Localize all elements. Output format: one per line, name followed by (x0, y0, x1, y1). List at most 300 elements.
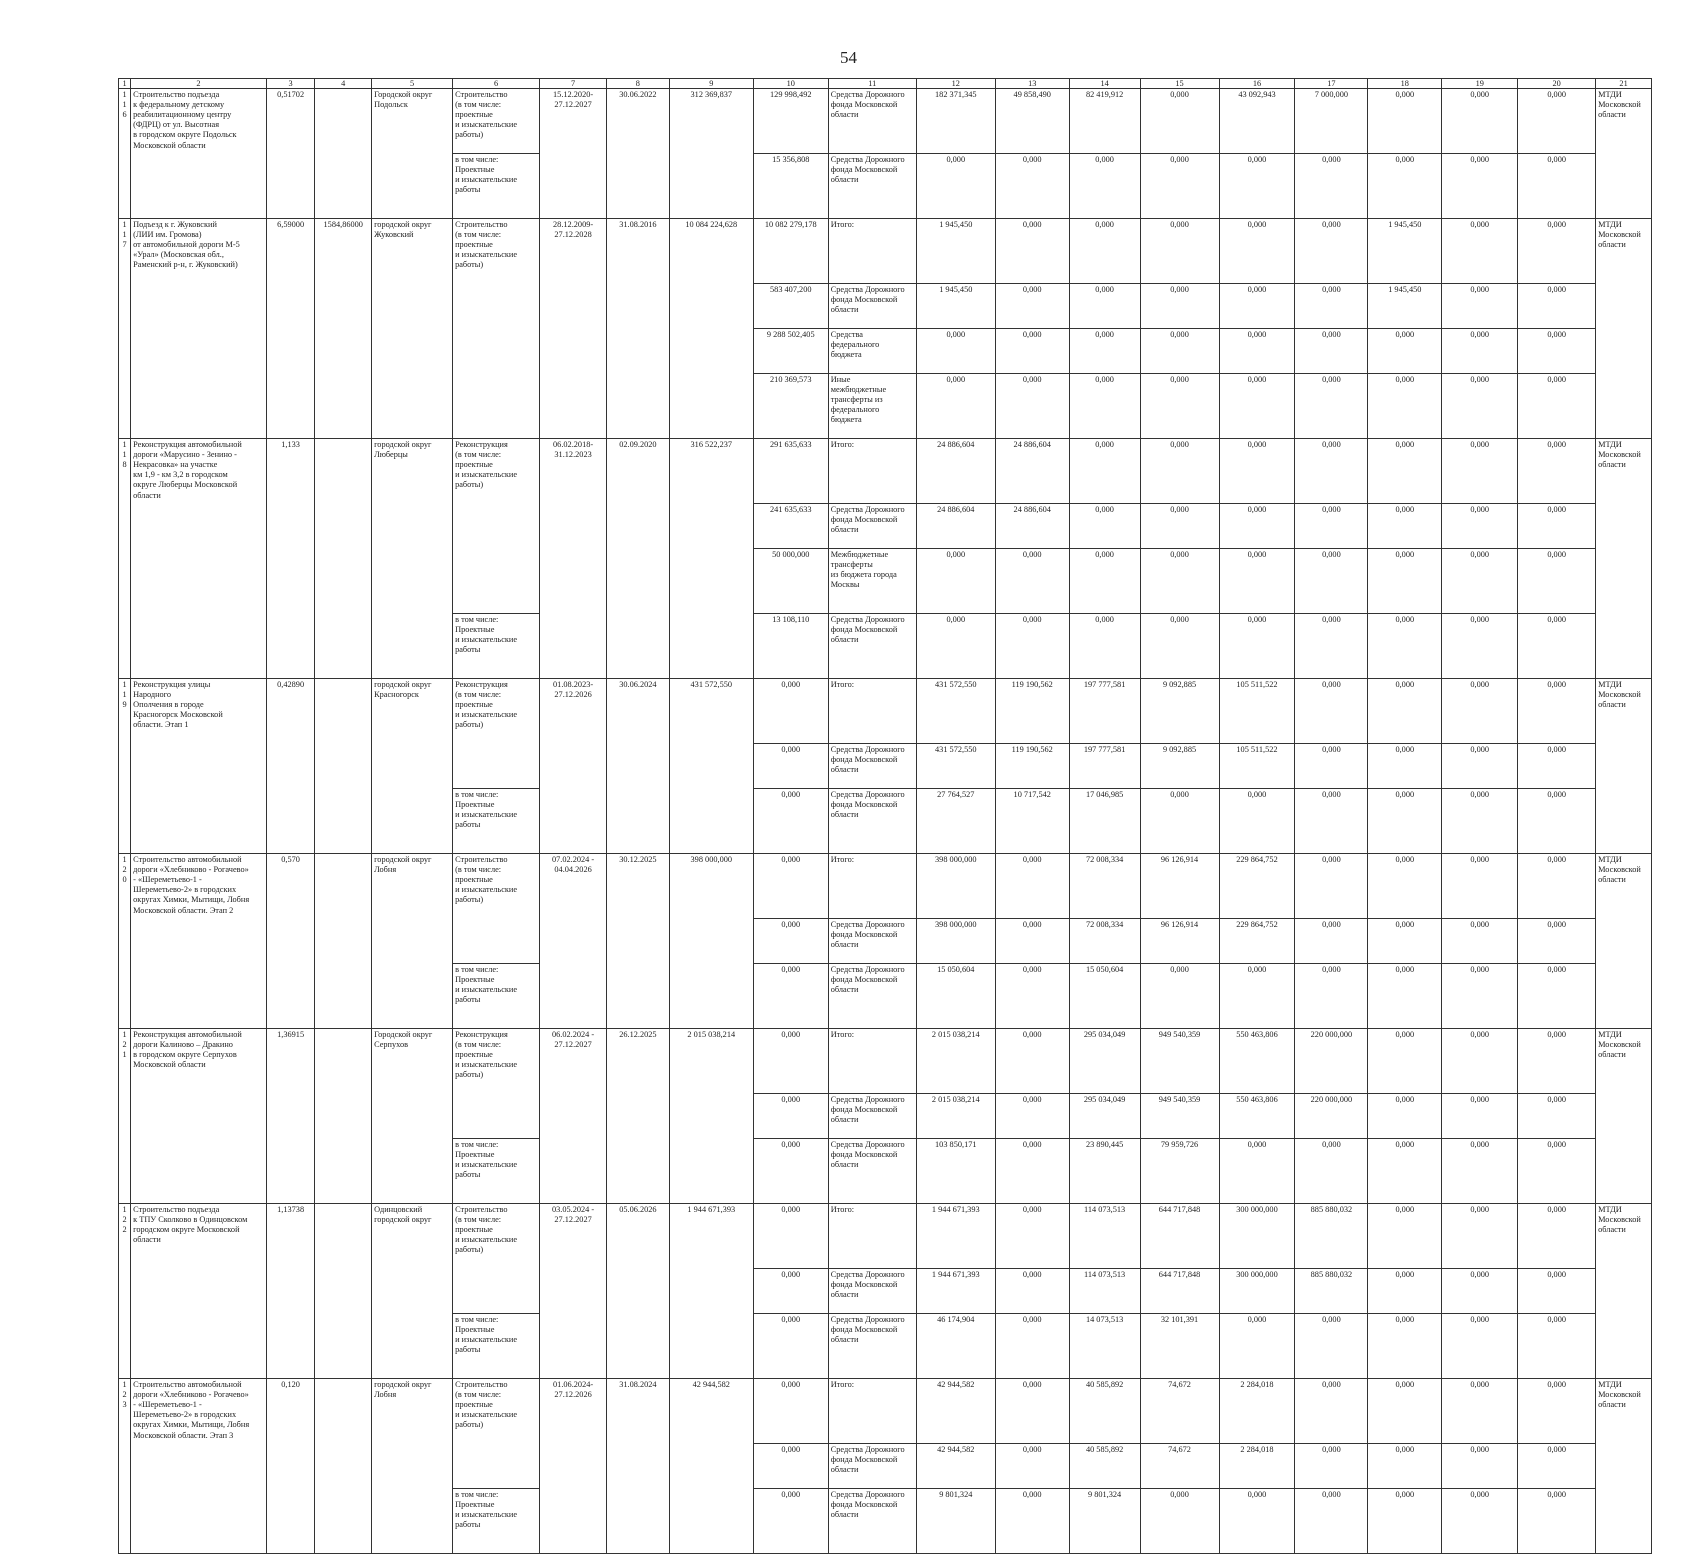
project-col4 (315, 1204, 372, 1379)
funding-value: 0,000 (1368, 154, 1442, 219)
customer: МТДИ Московской области (1596, 89, 1652, 219)
project-cost: 42 944,582 (669, 1379, 753, 1554)
funding-value: 14 073,513 (1069, 1314, 1140, 1379)
funding-value: 0,000 (1368, 1314, 1442, 1379)
funding-value: 0,000 (1518, 614, 1596, 679)
funding-value: 103 850,171 (916, 1139, 995, 1204)
funding-source: Средства Дорожного фонда Московской области (828, 89, 916, 154)
funding-value: 114 073,513 (1069, 1269, 1140, 1314)
funding-value: 0,000 (995, 154, 1069, 219)
funding-value: 72 008,334 (1069, 854, 1140, 919)
funding-value: 1 944 671,393 (916, 1204, 995, 1269)
column-number-header: 15 (1140, 79, 1219, 89)
funding-value: 119 190,562 (995, 744, 1069, 789)
financed-amount: 291 635,633 (753, 439, 828, 504)
work-type: в том числе: Проектные и изыскательские работы (453, 789, 540, 854)
project-completion-date: 02.09.2020 (607, 439, 670, 679)
funding-source: Итого: (828, 219, 916, 284)
funding-value: 0,000 (1219, 374, 1295, 439)
funding-value: 0,000 (1140, 439, 1219, 504)
financed-amount: 0,000 (753, 1314, 828, 1379)
funding-value: 0,000 (1368, 504, 1442, 549)
funding-value: 431 572,550 (916, 679, 995, 744)
funding-value: 0,000 (1442, 1139, 1518, 1204)
customer: МТДИ Московской области (1596, 1204, 1652, 1379)
funding-value: 0,000 (995, 964, 1069, 1029)
funding-value: 229 864,752 (1219, 919, 1295, 964)
funding-value: 46 174,904 (916, 1314, 995, 1379)
funding-value: 0,000 (995, 614, 1069, 679)
funding-value: 0,000 (995, 1269, 1069, 1314)
project-name: Строительство автомобильной дороги «Хлебниково - Рогачево» - «Шереметьево-1 - Шереметьево-2» в городских округах Химки, Мытищи, Лобня Московской области. Этап 3 (131, 1379, 267, 1554)
funding-value: 0,000 (1069, 504, 1140, 549)
funding-value: 24 886,604 (916, 439, 995, 504)
work-type: Реконструкция (в том числе: проектные и изыскательские работы) (453, 679, 540, 789)
project-cost: 10 084 224,628 (669, 219, 753, 439)
funding-value: 0,000 (1140, 614, 1219, 679)
project-period: 07.02.2024 - 04.04.2026 (540, 854, 607, 1029)
work-type: в том числе: Проектные и изыскательские работы (453, 1314, 540, 1379)
funding-value: 0,000 (1219, 219, 1295, 284)
funding-value: 0,000 (1140, 284, 1219, 329)
funding-value: 0,000 (1442, 964, 1518, 1029)
work-type: в том числе: Проектные и изыскательские работы (453, 964, 540, 1029)
funding-value: 0,000 (1368, 1204, 1442, 1269)
project-cost: 2 015 038,214 (669, 1029, 753, 1204)
work-type: Строительство (в том числе: проектные и изыскательские работы) (453, 219, 540, 439)
project-name: Строительство подъезда к ТПУ Сколково в Одинцовском городском округе Московской области (131, 1204, 267, 1379)
funding-value: 0,000 (995, 374, 1069, 439)
funding-value: 0,000 (1069, 549, 1140, 614)
customer: МТДИ Московской области (1596, 439, 1652, 679)
project-number: 121 (119, 1029, 131, 1204)
work-type: Строительство (в том числе: проектные и изыскательские работы) (453, 1379, 540, 1489)
funding-value: 949 540,359 (1140, 1029, 1219, 1094)
funding-value: 0,000 (1219, 789, 1295, 854)
project-col4 (315, 854, 372, 1029)
funding-value: 105 511,522 (1219, 679, 1295, 744)
project-period: 06.02.2018- 31.12.2023 (540, 439, 607, 679)
funding-value: 0,000 (1368, 679, 1442, 744)
funding-value: 0,000 (916, 374, 995, 439)
funding-value: 1 945,450 (916, 219, 995, 284)
table-row (119, 1204, 1652, 1269)
funding-value: 0,000 (1368, 1094, 1442, 1139)
funding-value: 9 801,324 (1069, 1489, 1140, 1554)
funding-value: 0,000 (995, 919, 1069, 964)
column-number-header: 1 (119, 79, 131, 89)
financed-amount: 0,000 (753, 1489, 828, 1554)
work-type: Реконструкция (в том числе: проектные и изыскательские работы) (453, 439, 540, 614)
funding-value: 17 046,985 (1069, 789, 1140, 854)
funding-value: 0,000 (1069, 154, 1140, 219)
funding-source: Итого: (828, 854, 916, 919)
project-cost: 431 572,550 (669, 679, 753, 854)
column-number-header: 14 (1069, 79, 1140, 89)
funding-value: 24 886,604 (995, 504, 1069, 549)
funding-value: 0,000 (1518, 744, 1596, 789)
funding-value: 0,000 (1442, 89, 1518, 154)
funding-value: 0,000 (1219, 1314, 1295, 1379)
funding-source: Средства Дорожного фонда Московской области (828, 504, 916, 549)
financed-amount: 9 288 502,405 (753, 329, 828, 374)
funding-source: Средства Дорожного фонда Московской области (828, 284, 916, 329)
project-completion-date: 30.06.2024 (607, 679, 670, 854)
funding-value: 0,000 (995, 1379, 1069, 1444)
funding-value: 0,000 (1518, 89, 1596, 154)
funding-value: 885 880,032 (1295, 1269, 1368, 1314)
funding-value: 0,000 (1069, 284, 1140, 329)
funding-value: 295 034,049 (1069, 1029, 1140, 1094)
funding-value: 0,000 (1518, 1204, 1596, 1269)
funding-value: 0,000 (1368, 549, 1442, 614)
funding-value: 0,000 (1295, 284, 1368, 329)
funding-value: 0,000 (1219, 1489, 1295, 1554)
project-name: Строительство подъезда к федеральному детскому реабилитационному центру (ФДРЦ) от ул. Высотная в городском округе Подольск Московской области (131, 89, 267, 219)
funding-value: 0,000 (1295, 1139, 1368, 1204)
funding-value: 0,000 (1442, 504, 1518, 549)
project-name: Строительство автомобильной дороги «Хлебниково - Рогачево» - «Шереметьево-1 - Шереметьево-2» в городских округах Химки, Мытищи, Лобня Московской области. Этап 2 (131, 854, 267, 1029)
funding-value: 0,000 (1219, 1139, 1295, 1204)
funding-value: 0,000 (1518, 854, 1596, 919)
funding-value: 0,000 (1219, 284, 1295, 329)
funding-value: 2 015 038,214 (916, 1094, 995, 1139)
funding-source: Средства Дорожного фонда Московской области (828, 1444, 916, 1489)
funding-value: 0,000 (1295, 374, 1368, 439)
column-number-header: 17 (1295, 79, 1368, 89)
project-col4: 1584,86000 (315, 219, 372, 439)
funding-value: 197 777,581 (1069, 744, 1140, 789)
financed-amount: 0,000 (753, 1139, 828, 1204)
funding-value: 119 190,562 (995, 679, 1069, 744)
funding-value: 74,672 (1140, 1379, 1219, 1444)
funding-value: 15 050,604 (916, 964, 995, 1029)
funding-value: 0,000 (1518, 329, 1596, 374)
column-number-header: 21 (1596, 79, 1652, 89)
project-number: 119 (119, 679, 131, 854)
financed-amount: 0,000 (753, 789, 828, 854)
funding-value: 96 126,914 (1140, 854, 1219, 919)
project-name: Подъезд к г. Жуковский (ЛИИ им. Громова) от автомобильной дороги М-5 «Урал» (Московская обл., Раменский р-н, г. Жуковский) (131, 219, 267, 439)
financed-amount: 0,000 (753, 1444, 828, 1489)
project-completion-date: 30.12.2025 (607, 854, 670, 1029)
column-number-header: 10 (753, 79, 828, 89)
funding-value: 0,000 (1442, 549, 1518, 614)
funding-value: 7 000,000 (1295, 89, 1368, 154)
funding-value: 0,000 (1368, 439, 1442, 504)
funding-value: 0,000 (1518, 1444, 1596, 1489)
funding-value: 0,000 (1442, 1444, 1518, 1489)
column-number-header: 3 (266, 79, 315, 89)
financed-amount: 10 082 279,178 (753, 219, 828, 284)
funding-value: 0,000 (1518, 284, 1596, 329)
funding-value: 0,000 (1368, 964, 1442, 1029)
funding-value: 0,000 (1368, 614, 1442, 679)
funding-value: 1 945,450 (1368, 219, 1442, 284)
project-col4 (315, 439, 372, 679)
financed-amount: 241 635,633 (753, 504, 828, 549)
funding-value: 0,000 (1295, 439, 1368, 504)
work-type: Строительство (в том числе: проектные и изыскательские работы) (453, 854, 540, 964)
funding-value: 96 126,914 (1140, 919, 1219, 964)
funding-value: 0,000 (1368, 329, 1442, 374)
funding-value: 0,000 (1140, 549, 1219, 614)
financed-amount: 0,000 (753, 1029, 828, 1094)
funding-value: 0,000 (1295, 1314, 1368, 1379)
funding-value: 0,000 (1518, 919, 1596, 964)
funding-value: 0,000 (1368, 789, 1442, 854)
project-period: 15.12.2020- 27.12.2027 (540, 89, 607, 219)
funding-value: 0,000 (1518, 1094, 1596, 1139)
funding-value: 0,000 (995, 1444, 1069, 1489)
funding-source: Итого: (828, 679, 916, 744)
funding-value: 0,000 (1518, 1379, 1596, 1444)
funding-value: 0,000 (1140, 329, 1219, 374)
project-length: 0,570 (266, 854, 315, 1029)
column-number-header: 18 (1368, 79, 1442, 89)
funding-value: 0,000 (1518, 549, 1596, 614)
funding-value: 0,000 (1368, 1029, 1442, 1094)
funding-value: 0,000 (1442, 439, 1518, 504)
funding-value: 0,000 (1442, 284, 1518, 329)
funding-value: 182 371,345 (916, 89, 995, 154)
project-length: 0,42890 (266, 679, 315, 854)
table-body (119, 89, 1652, 1554)
table-row (119, 89, 1652, 154)
funding-value: 0,000 (1368, 854, 1442, 919)
column-number-header: 5 (372, 79, 453, 89)
funding-value: 1 945,450 (1368, 284, 1442, 329)
table-row (119, 1029, 1652, 1094)
work-type: Реконструкция (в том числе: проектные и изыскательские работы) (453, 1029, 540, 1139)
funding-value: 0,000 (995, 1314, 1069, 1379)
column-number-header: 4 (315, 79, 372, 89)
funding-source: Итого: (828, 439, 916, 504)
funding-value: 197 777,581 (1069, 679, 1140, 744)
funding-value: 79 959,726 (1140, 1139, 1219, 1204)
funding-value: 0,000 (995, 1029, 1069, 1094)
financed-amount: 15 356,808 (753, 154, 828, 219)
project-district: Городской округ Подольск (372, 89, 453, 219)
table-row (119, 854, 1652, 919)
funding-value: 0,000 (1518, 1139, 1596, 1204)
funding-value: 0,000 (1518, 504, 1596, 549)
funding-value: 0,000 (1295, 744, 1368, 789)
funding-value: 0,000 (1442, 679, 1518, 744)
page-number: 54 (840, 48, 857, 67)
funding-value: 0,000 (1518, 439, 1596, 504)
funding-value: 42 944,582 (916, 1444, 995, 1489)
customer: МТДИ Московской области (1596, 1379, 1652, 1554)
financing-table (118, 78, 1652, 1554)
funding-value: 0,000 (995, 1489, 1069, 1554)
funding-value: 0,000 (1295, 1489, 1368, 1554)
column-number-header: 6 (453, 79, 540, 89)
project-cost: 316 522,237 (669, 439, 753, 679)
funding-value: 0,000 (1069, 374, 1140, 439)
funding-value: 0,000 (1442, 744, 1518, 789)
funding-value: 114 073,513 (1069, 1204, 1140, 1269)
project-number: 118 (119, 439, 131, 679)
project-cost: 312 369,837 (669, 89, 753, 219)
table-row (119, 1379, 1652, 1444)
customer: МТДИ Московской области (1596, 854, 1652, 1029)
funding-value: 0,000 (1295, 789, 1368, 854)
funding-value: 0,000 (1442, 919, 1518, 964)
funding-value: 0,000 (1140, 219, 1219, 284)
project-length: 0,120 (266, 1379, 315, 1554)
project-length: 1,36915 (266, 1029, 315, 1204)
funding-value: 0,000 (1368, 919, 1442, 964)
project-cost: 1 944 671,393 (669, 1204, 753, 1379)
funding-value: 0,000 (1295, 549, 1368, 614)
funding-value: 0,000 (1518, 1029, 1596, 1094)
customer: МТДИ Московской области (1596, 219, 1652, 439)
project-district: городской округ Красногорск (372, 679, 453, 854)
funding-value: 2 015 038,214 (916, 1029, 995, 1094)
project-length: 6,59000 (266, 219, 315, 439)
work-type: в том числе: Проектные и изыскательские работы (453, 154, 540, 219)
column-number-header: 20 (1518, 79, 1596, 89)
funding-value: 9 092,885 (1140, 744, 1219, 789)
funding-value: 27 764,527 (916, 789, 995, 854)
funding-value: 0,000 (1368, 1444, 1442, 1489)
funding-value: 0,000 (1442, 374, 1518, 439)
funding-value: 0,000 (916, 329, 995, 374)
funding-value: 0,000 (916, 549, 995, 614)
funding-value: 15 050,604 (1069, 964, 1140, 1029)
funding-value: 0,000 (1442, 614, 1518, 679)
work-type: Строительство (в том числе: проектные и изыскательские работы) (453, 89, 540, 154)
project-number: 117 (119, 219, 131, 439)
customer: МТДИ Московской области (1596, 679, 1652, 854)
funding-value: 0,000 (1295, 919, 1368, 964)
funding-value: 74,672 (1140, 1444, 1219, 1489)
funding-value: 0,000 (1295, 854, 1368, 919)
funding-source: Итого: (828, 1029, 916, 1094)
funding-value: 398 000,000 (916, 919, 995, 964)
project-name: Реконструкция автомобильной дороги Калиново – Дракино в городском округе Серпухов Московской области (131, 1029, 267, 1204)
funding-value: 644 717,848 (1140, 1269, 1219, 1314)
funding-value: 229 864,752 (1219, 854, 1295, 919)
funding-value: 0,000 (1219, 504, 1295, 549)
funding-value: 0,000 (1518, 789, 1596, 854)
funding-value: 0,000 (1295, 1444, 1368, 1489)
funding-value: 0,000 (1368, 1139, 1442, 1204)
project-completion-date: 05.06.2026 (607, 1204, 670, 1379)
project-col4 (315, 1379, 372, 1554)
column-number-header: 12 (916, 79, 995, 89)
project-district: Городской округ Серпухов (372, 1029, 453, 1204)
funding-value: 0,000 (1368, 1269, 1442, 1314)
project-period: 01.08.2023- 27.12.2026 (540, 679, 607, 854)
funding-source: Межбюджетные трансферты из бюджета города Москвы (828, 549, 916, 614)
project-length: 0,51702 (266, 89, 315, 219)
project-period: 06.02.2024 - 27.12.2027 (540, 1029, 607, 1204)
financed-amount: 129 998,492 (753, 89, 828, 154)
funding-value: 0,000 (1295, 329, 1368, 374)
project-period: 28.12.2009- 27.12.2028 (540, 219, 607, 439)
financed-amount: 0,000 (753, 744, 828, 789)
funding-value: 0,000 (1442, 329, 1518, 374)
column-number-header: 19 (1442, 79, 1518, 89)
funding-value: 0,000 (1295, 679, 1368, 744)
project-name: Реконструкция автомобильной дороги «Марусино - Зенино - Некрасовка» на участке км 1,9 - км 3,2 в городском округе Люберцы Московской области (131, 439, 267, 679)
funding-value: 300 000,000 (1219, 1269, 1295, 1314)
project-district: городской округ Лобня (372, 854, 453, 1029)
work-type: Строительство (в том числе: проектные и изыскательские работы) (453, 1204, 540, 1314)
funding-value: 0,000 (1069, 329, 1140, 374)
column-number-header: 13 (995, 79, 1069, 89)
column-number-header: 9 (669, 79, 753, 89)
funding-value: 0,000 (1295, 614, 1368, 679)
funding-value: 885 880,032 (1295, 1204, 1368, 1269)
funding-value: 0,000 (995, 1204, 1069, 1269)
financed-amount: 0,000 (753, 964, 828, 1029)
funding-value: 0,000 (1219, 614, 1295, 679)
funding-value: 0,000 (1442, 1379, 1518, 1444)
funding-value: 0,000 (916, 614, 995, 679)
funding-value: 431 572,550 (916, 744, 995, 789)
funding-source: Итого: (828, 1379, 916, 1444)
funding-value: 0,000 (1140, 504, 1219, 549)
funding-value: 0,000 (1442, 854, 1518, 919)
funding-value: 0,000 (1518, 219, 1596, 284)
project-period: 01.06.2024- 27.12.2026 (540, 1379, 607, 1554)
funding-value: 0,000 (1442, 1314, 1518, 1379)
project-number: 122 (119, 1204, 131, 1379)
funding-source: Средства Дорожного фонда Московской области (828, 964, 916, 1029)
project-period: 03.05.2024 - 27.12.2027 (540, 1204, 607, 1379)
funding-value: 0,000 (1140, 89, 1219, 154)
financed-amount: 13 108,110 (753, 614, 828, 679)
funding-value: 0,000 (1140, 154, 1219, 219)
funding-value: 220 000,000 (1295, 1094, 1368, 1139)
funding-source: Средства федерального бюджета (828, 329, 916, 374)
funding-value: 0,000 (995, 219, 1069, 284)
funding-value: 0,000 (995, 549, 1069, 614)
table-row (119, 679, 1652, 744)
funding-source: Средства Дорожного фонда Московской области (828, 1139, 916, 1204)
funding-source: Средства Дорожного фонда Московской области (828, 789, 916, 854)
project-district: городской округ Люберцы (372, 439, 453, 679)
funding-value: 43 092,943 (1219, 89, 1295, 154)
funding-value: 398 000,000 (916, 854, 995, 919)
funding-source: Средства Дорожного фонда Московской области (828, 1094, 916, 1139)
funding-value: 0,000 (1518, 374, 1596, 439)
table-row (119, 439, 1652, 504)
funding-value: 0,000 (1069, 614, 1140, 679)
funding-value: 0,000 (1442, 1029, 1518, 1094)
funding-value: 0,000 (1295, 1379, 1368, 1444)
financed-amount: 0,000 (753, 1269, 828, 1314)
column-number-header: 16 (1219, 79, 1295, 89)
financed-amount: 50 000,000 (753, 549, 828, 614)
funding-source: Средства Дорожного фонда Московской области (828, 1489, 916, 1554)
funding-value: 105 511,522 (1219, 744, 1295, 789)
customer: МТДИ Московской области (1596, 1029, 1652, 1204)
project-length: 1,13738 (266, 1204, 315, 1379)
funding-value: 0,000 (1140, 1489, 1219, 1554)
funding-value: 0,000 (1295, 504, 1368, 549)
funding-value: 0,000 (1442, 1489, 1518, 1554)
project-completion-date: 31.08.2016 (607, 219, 670, 439)
funding-value: 0,000 (1442, 1094, 1518, 1139)
work-type: в том числе: Проектные и изыскательские работы (453, 614, 540, 679)
funding-value: 0,000 (995, 1094, 1069, 1139)
project-col4 (315, 89, 372, 219)
funding-value: 0,000 (1368, 374, 1442, 439)
